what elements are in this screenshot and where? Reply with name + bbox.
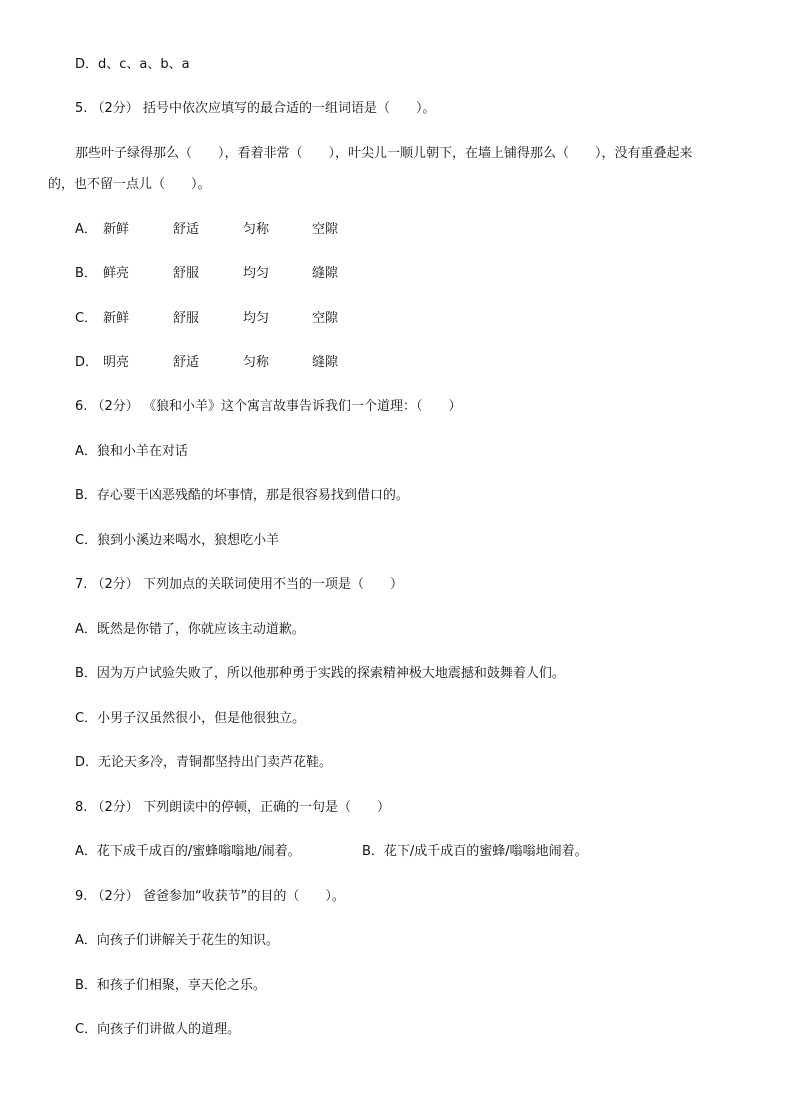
option-word-3: 匀称: [243, 222, 270, 237]
option-word-2: 舒服: [173, 266, 200, 281]
option-label: B．: [75, 266, 97, 281]
option-word-3: 均匀: [243, 266, 270, 281]
q7-option-c: C．小男子汉虽然很小，但是他很独立。: [75, 711, 306, 726]
option-word-1: 明亮: [103, 355, 130, 370]
q9-option-b: B．和孩子们相聚，享天伦之乐。: [75, 978, 266, 993]
option-word-2: 舒适: [173, 355, 200, 370]
option-word-4: 缝隙: [312, 355, 339, 370]
q5-passage-line1: 那些叶子绿得那么（ ），看着非常（ ），叶尖儿一顺儿朝下，在墙上铺得那么（ ），没有重叠起来: [75, 146, 693, 161]
option-label: D．: [75, 355, 99, 370]
q9-stem: 9. （2分） 爸爸参加“收获节”的目的（ ）。: [75, 889, 345, 904]
option-word-1: 新鲜: [103, 222, 130, 237]
option-word-3: 匀称: [243, 355, 270, 370]
q6-option-b: B．存心要干凶恶残酷的坏事情，那是很容易找到借口的。: [75, 488, 409, 503]
option-word-1: 新鲜: [103, 311, 130, 326]
option-word-2: 舒服: [173, 311, 200, 326]
option-label: C．: [75, 311, 98, 326]
option-word-4: 空隙: [312, 311, 339, 326]
option-word-1: 鲜亮: [103, 266, 130, 281]
option-label: A．: [75, 222, 97, 237]
q7-option-a: A．既然是你错了，你就应该主动道歉。: [75, 622, 305, 637]
q6-stem: 6. （2分） 《狼和小羊》这个寓言故事告诉我们一个道理：（ ）: [75, 399, 462, 414]
q7-option-b: B．因为万户试验失败了，所以他那种勇于实践的探索精神极大地震撼和鼓舞着人们。: [75, 666, 565, 681]
option-word-2: 舒适: [173, 222, 200, 237]
q5-passage-line2: 的，也不留一点儿（ ）。: [48, 177, 211, 192]
q8-option-b: B．花下/成千成百的蜜蜂/嗡嗡地闹着。: [362, 844, 588, 859]
q8-stem: 8. （2分） 下列朗读中的停顿，正确的一句是（ ）: [75, 800, 390, 815]
option-word-4: 缝隙: [312, 266, 339, 281]
q5-stem: 5. （2分） 括号中依次应填写的最合适的一组词语是（ ）。: [75, 101, 436, 116]
q9-option-c: C．向孩子们讲做人的道理。: [75, 1022, 241, 1037]
q5-option-d: [75, 354, 475, 480]
q7-stem: 7. （2分） 下列加点的关联词使用不当的一项是（ ）: [75, 577, 403, 592]
q6-option-a: A．狼和小羊在对话: [75, 444, 188, 459]
option-word-3: 均匀: [243, 311, 270, 326]
option-word-4: 空隙: [312, 222, 339, 237]
q9-option-a: A．向孩子们讲解关于花生的知识。: [75, 933, 279, 948]
q7-option-d: D．无论天多冷，青铜都坚持出门卖芦花鞋。: [75, 755, 333, 770]
q4-option-d: D．d、c、a、b、a: [75, 57, 190, 72]
q8-option-a: A．花下成千成百的/蜜蜂嗡嗡地/闹着。: [75, 844, 301, 859]
q6-option-c: C．狼到小溪边来喝水，狼想吃小羊: [75, 533, 280, 548]
